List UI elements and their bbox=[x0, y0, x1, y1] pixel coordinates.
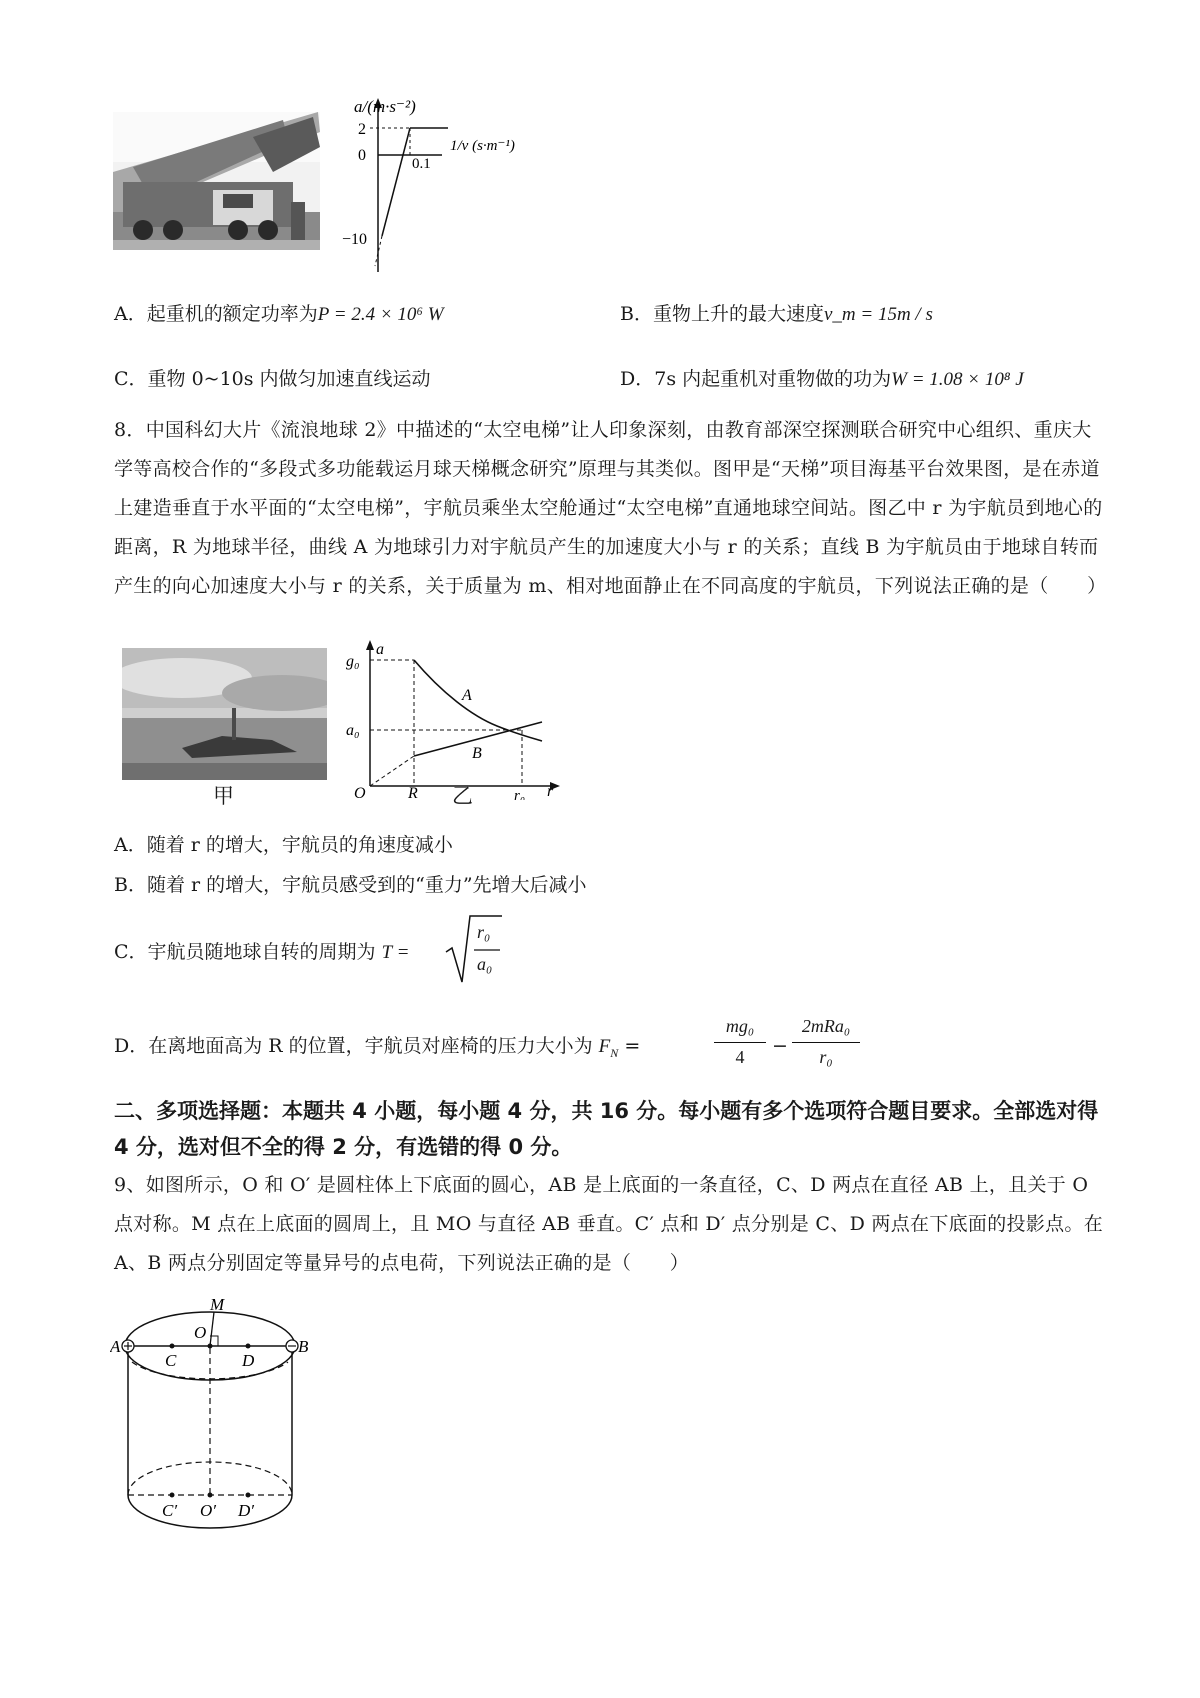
q8-option-c-denominator: a₀ bbox=[477, 954, 493, 974]
q8-stem: 8．中国科幻大片《流浪地球 2》中描述的“太空电梯”让人印象深刻，由教育部深空探测联合研究中心组织、重庆大学等高校合作的“多段式多功能载运月球天梯概念研究”原理与其类似。图甲是“天梯”项目海基平台效果图，是在赤道上建造垂直于水平面的“太空电梯”，宇航员乘坐太空舱通过“太空电梯”直通地球空间站。图乙中 r 为宇航员到地心的距离，R 为地球半径，曲线 A 为地球引力对宇航员产生的加速度大小与 r 的关系；直线 B 为宇航员由于地球自转而产生的向心加速度大小与 r 的关系，关于质量为 m、相对地面静止在不同高度的宇航员，下列说法正确的是（ ） bbox=[114, 419, 1107, 597]
label-B: B bbox=[298, 1337, 309, 1356]
acceleration-graph bbox=[330, 96, 530, 274]
q8-option-d-lhs-sub: N bbox=[610, 1045, 619, 1060]
q9-stem: 9、如图所示，O 和 O′ 是圆柱体上下底面的圆心，AB 是上底面的一条直径，C、D 两点在直径 AB 上，且关于 O 点对称。M 点在上底面的圆周上，且 MO 与直径 AB 垂直。C′ 点和 D′ 点分别是 C、D 两点在下底面的投影点。在 A、B 两点分别固定等量异号的点电荷，下列说法正确的是（ ） bbox=[114, 1174, 1104, 1274]
label-line-b: B bbox=[472, 745, 482, 762]
label-C: C bbox=[165, 1351, 177, 1370]
frac2-numerator: 2mRa₀ bbox=[801, 1016, 851, 1036]
q8-option-c-lhs: T = bbox=[381, 942, 410, 963]
q8-option-d-lhs: F bbox=[598, 1036, 611, 1057]
label-R: R bbox=[408, 785, 418, 800]
label-C-prime: C′ bbox=[162, 1501, 178, 1520]
tick-y-bottom: −10 bbox=[342, 231, 368, 248]
x-axis-label: 1/v (s·m⁻¹) bbox=[450, 138, 515, 154]
y-axis-label: a/(m·s⁻²) bbox=[354, 97, 416, 116]
crane-image bbox=[113, 112, 320, 250]
q8-option-d-fraction-1 bbox=[710, 1012, 770, 1074]
label-O: O bbox=[194, 1323, 207, 1342]
fig-jia-caption: 甲 bbox=[213, 784, 234, 808]
q8-option-d[interactable] bbox=[114, 1033, 640, 1066]
q8-option-b[interactable]: B．随着 r 的增大，宇航员感受到的“重力”先增大后减小 bbox=[114, 874, 587, 896]
q7-option-d-formula: W = 1.08 × 10⁸ J bbox=[891, 369, 1024, 390]
x-axis-r: r bbox=[547, 783, 554, 800]
space-elevator-photo bbox=[122, 648, 327, 780]
q8-option-d-fraction-2 bbox=[788, 1012, 864, 1074]
tick-x: 0.1 bbox=[412, 156, 431, 172]
q7-option-b[interactable] bbox=[620, 301, 933, 328]
section-2-heading: 二、多项选择题：本题共 4 小题，每小题 4 分，共 16 分。每小题有多个选项符合题目要求。全部选对得 4 分，选对但不全的得 2 分，有选错的得 0 分。 bbox=[114, 1099, 1099, 1159]
q8-option-d-minus: − bbox=[772, 1035, 788, 1057]
y-axis-a: a bbox=[376, 641, 384, 658]
frac1-denominator: 4 bbox=[735, 1047, 745, 1067]
label-curve-a: A bbox=[462, 687, 472, 704]
label-A: A bbox=[110, 1337, 121, 1356]
label-g0: g₀ bbox=[346, 653, 360, 670]
q8-option-d-text: D．在离地面高为 R 的位置，宇航员对座椅的压力大小为 bbox=[114, 1035, 593, 1057]
label-origin: O bbox=[354, 785, 366, 800]
label-D: D bbox=[242, 1351, 255, 1370]
q8-option-a[interactable]: A．随着 r 的增大，宇航员的角速度减小 bbox=[114, 834, 453, 856]
q8-option-c-text: C．宇航员随地球自转的周期为 bbox=[114, 941, 376, 963]
label-D-prime: D′ bbox=[238, 1501, 254, 1520]
q8-option-c-numerator: r₀ bbox=[477, 922, 491, 942]
label-M: M bbox=[210, 1295, 225, 1314]
q7-option-a-text: A．起重机的额定功率为 bbox=[114, 303, 318, 325]
q8-option-c-radical bbox=[444, 912, 504, 984]
q7-option-b-formula: v_m = 15m / s bbox=[823, 304, 933, 325]
q7-option-c[interactable] bbox=[114, 366, 431, 392]
label-r0: r₀ bbox=[514, 788, 526, 800]
frac2-denominator: r₀ bbox=[819, 1047, 833, 1067]
q7-option-d-text: D．7s 内起重机对重物做的功为 bbox=[620, 368, 892, 390]
q7-option-a[interactable] bbox=[114, 301, 444, 328]
cylinder-figure bbox=[110, 1290, 310, 1540]
q8-option-d-eq: = bbox=[624, 1035, 641, 1057]
frac1-numerator: mg₀ bbox=[725, 1016, 755, 1036]
q8-option-c[interactable] bbox=[114, 939, 409, 966]
fig-yi-caption: 乙 bbox=[452, 784, 473, 808]
label-a0: a₀ bbox=[346, 722, 360, 739]
q7-option-a-formula: P = 2.4 × 10⁶ W bbox=[317, 304, 444, 325]
crane-photo bbox=[113, 112, 320, 250]
tick-y-top: 2 bbox=[358, 121, 366, 138]
label-O-prime: O′ bbox=[200, 1501, 216, 1520]
q7-option-b-text: B．重物上升的最大速度 bbox=[620, 303, 824, 325]
q7-option-c-text: C．重物 0~10s 内做匀加速直线运动 bbox=[114, 368, 431, 390]
acceleration-r-graph bbox=[342, 638, 562, 800]
q7-option-d[interactable] bbox=[620, 366, 1024, 393]
tick-zero: 0 bbox=[358, 147, 366, 164]
